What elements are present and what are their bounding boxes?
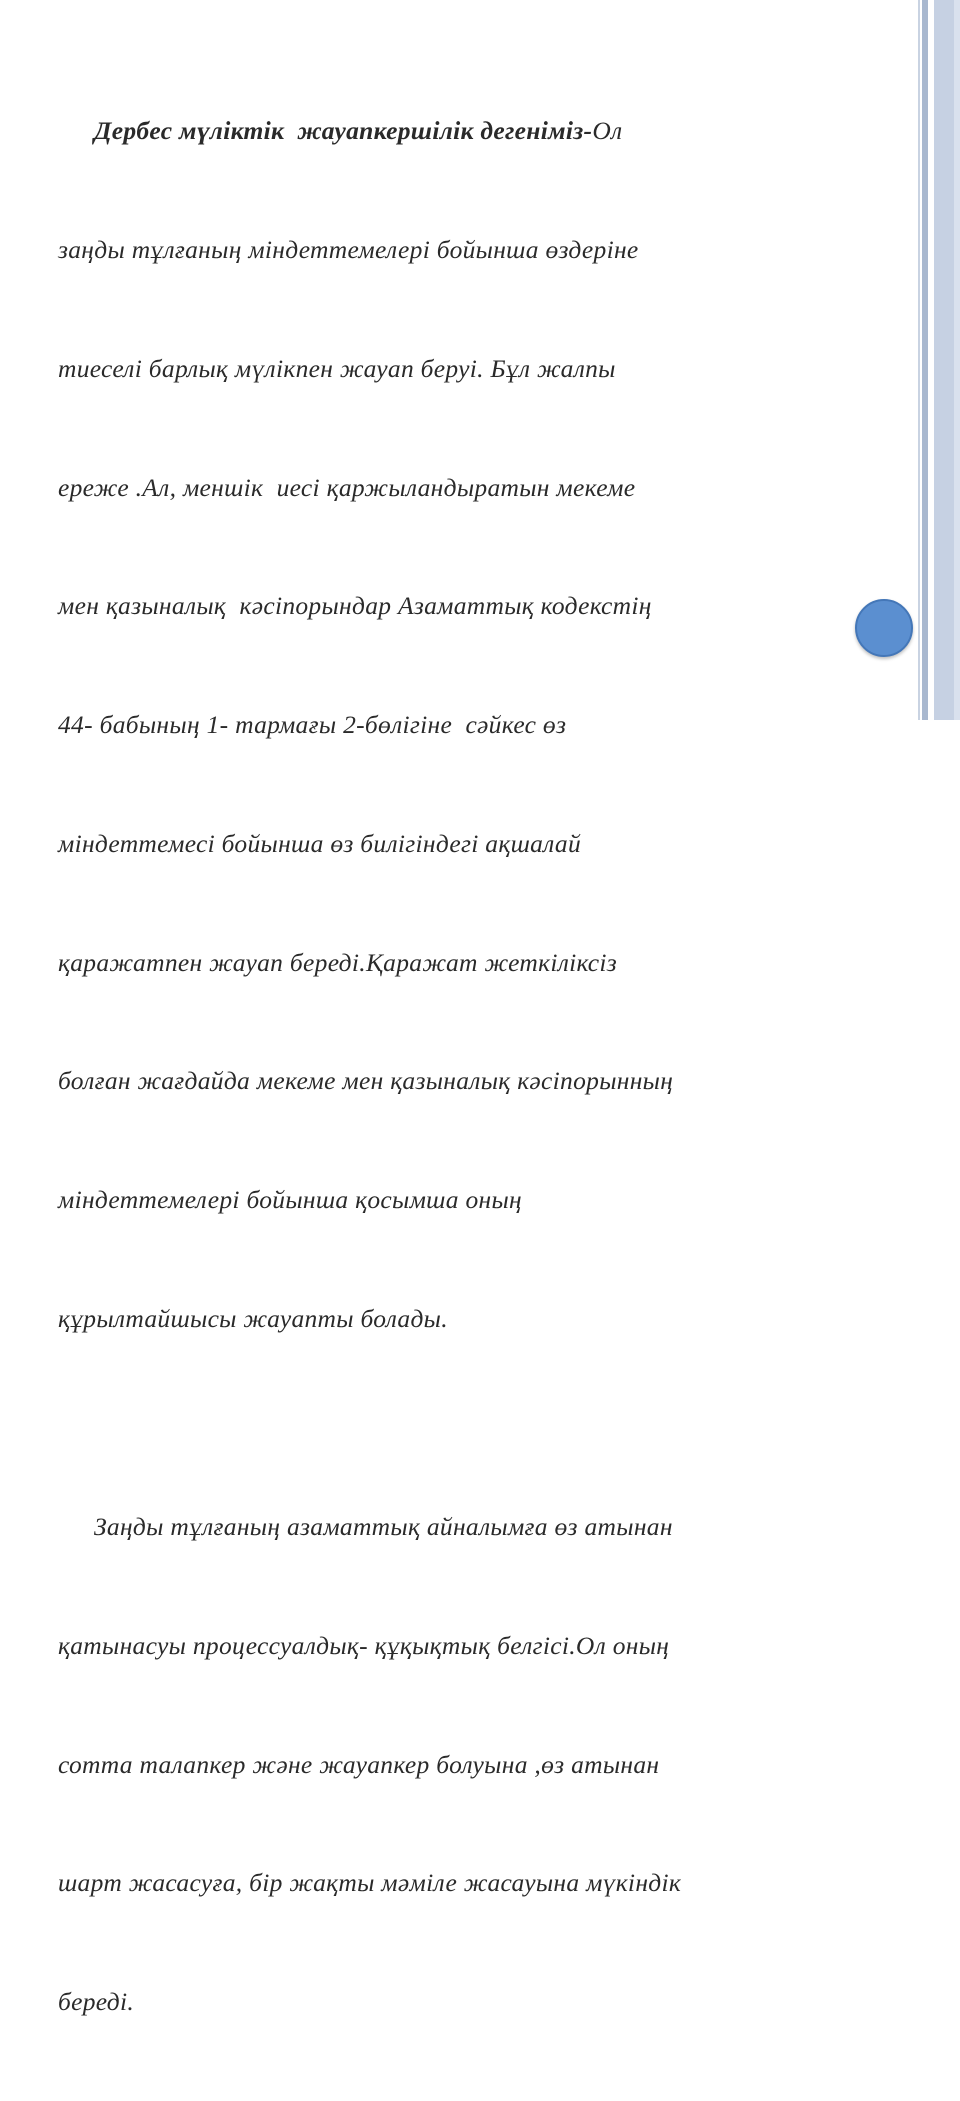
paragraph-2 (58, 1428, 848, 2101)
text-line: шарт жасасуға, бір жақты мәміле жасауына мүкіндік (58, 1868, 682, 1898)
text-line: құрылтайшысы жауапты болады. (58, 1304, 448, 1333)
text-line: қатынасуы процессуалдық- құқықтық белгісі.Ол оның (58, 1630, 670, 1660)
text-line: ереже .Ал, меншік иесі қаржыландыратын мекеме (58, 472, 636, 502)
text-line: мен қазыналық кәсіпорындар Азаматтық кодекстің (58, 591, 652, 621)
decorative-stripe (954, 0, 960, 720)
text-line: қаражатпен жауап береді.Қаражат жеткіліксіз (58, 947, 618, 977)
text-line: береді. (58, 1987, 135, 2017)
paragraph-1 (58, 32, 848, 1418)
decorative-circle-icon (855, 599, 913, 657)
text-line: міндеттемесі бойынша өз билігіндегі ақшалай (58, 828, 582, 858)
text-line: міндеттемелері бойынша қосымша оның (58, 1185, 522, 1215)
text-line: болған жағдайда мекеме мен қазыналық кәсіпорынның (58, 1066, 674, 1096)
text-line: тиеселі барлық мүлікпен жауап беруі. Бұл жалпы (58, 353, 616, 383)
decorative-stripe (934, 0, 954, 720)
paragraph-1-line-1 (58, 111, 848, 151)
decorative-stripe (922, 0, 928, 720)
decorative-stripe (918, 0, 920, 720)
text-line: сотта талапкер және жауапкер болуына ,өз атынан (58, 1749, 660, 1779)
paragraph-1-first-line-rest: Ол (592, 116, 623, 146)
slide-body (58, 32, 848, 2101)
paragraph-1-heading: Дербес мүліктік жауапкершілік дегеніміз- (94, 116, 593, 146)
text-line: заңды тұлғаның міндеттемелері бойынша өздеріне (58, 234, 639, 264)
text-line: Заңды тұлғаның азаматтық айналымға өз атынан (94, 1511, 673, 1541)
text-line: 44- бабының 1- тармағы 2-бөлігіне сәйкес өз (58, 710, 567, 740)
